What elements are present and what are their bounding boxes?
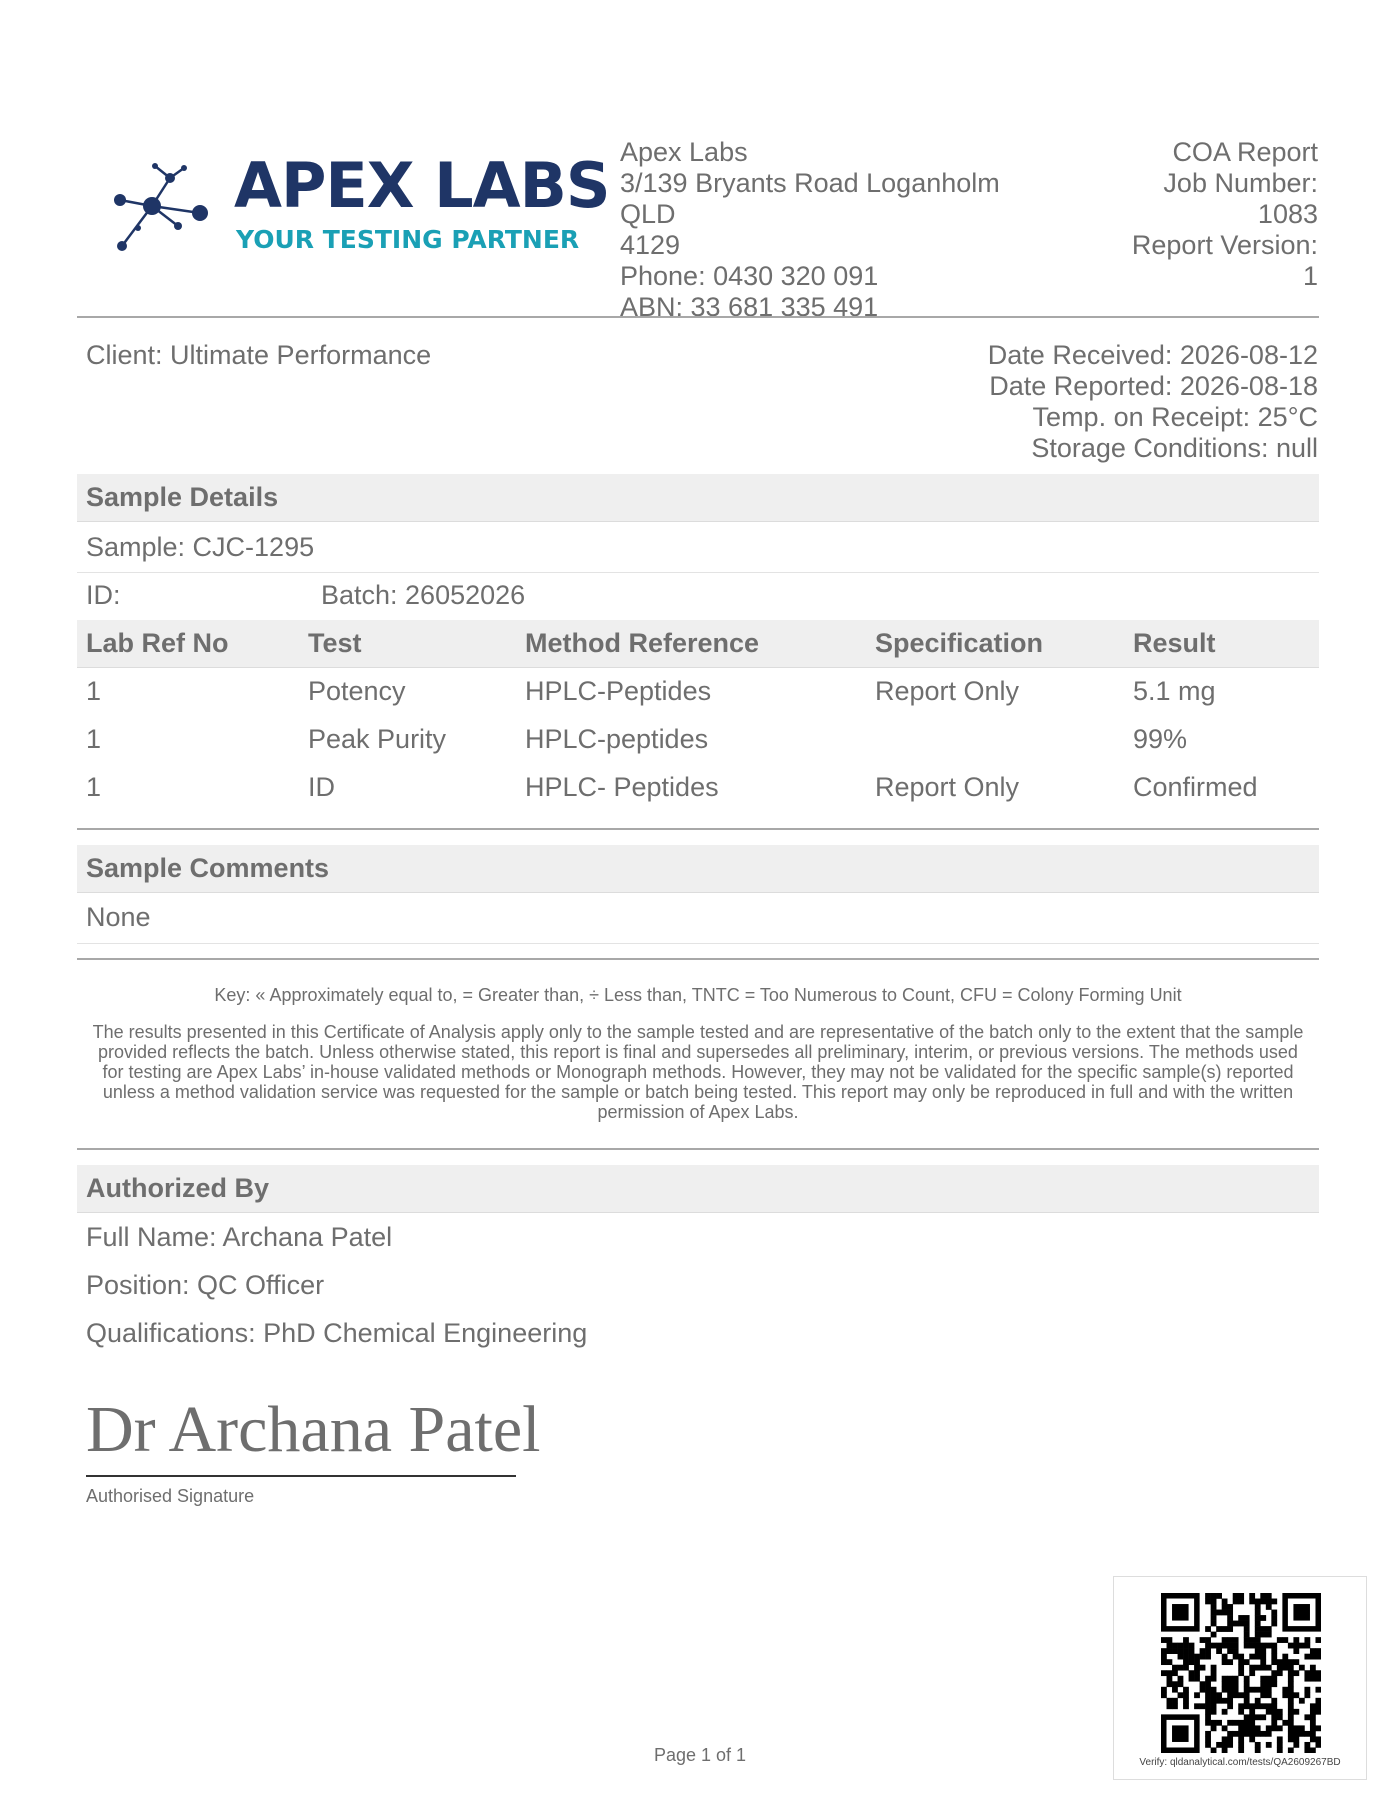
company-abn: ABN: 33 681 335 491 xyxy=(620,292,879,322)
temp-on-receipt: Temp. on Receipt: 25°C xyxy=(1032,402,1318,432)
page-number: Page 1 of 1 xyxy=(653,1745,747,1765)
signature-line xyxy=(86,1475,516,1477)
sample-details-heading: Sample Details xyxy=(77,474,1319,522)
cell-result: 5.1 mg xyxy=(1133,676,1216,706)
client-dates xyxy=(880,340,1318,464)
cell-method: HPLC- Peptides xyxy=(525,772,719,802)
report-version-label: Report Version: xyxy=(1131,230,1318,260)
table-row xyxy=(77,772,1319,812)
cell-lab-ref: 1 xyxy=(86,772,102,802)
header-result: Result xyxy=(1133,628,1216,658)
molecule-icon xyxy=(100,158,220,268)
cell-result: Confirmed xyxy=(1133,772,1258,802)
report-title: COA Report xyxy=(1172,137,1318,167)
signature-caption: Authorised Signature xyxy=(86,1486,255,1506)
sample-comments-heading: Sample Comments xyxy=(77,845,1319,893)
table-header xyxy=(77,620,1319,668)
cell-test: ID xyxy=(308,772,335,802)
disclaimer-text: The results presented in this Certificate of Analysis apply only to the sample tested and are representative of the batch only to the extent that the sample provided reflects the batch. Unless otherwise stated, this report is final and supersedes all preliminary, interim, or previous versions. The methods used for testing are Apex Labs’ in-house validated methods or Monograph methods. However, they may not be validated for the specific sample(s) reported unless a method validation service was requested for the sample or batch being tested. This report may only be reproduced in full and with the written permission of Apex Labs. xyxy=(92,1022,1304,1122)
report-version: 1 xyxy=(1302,261,1318,291)
authorizer-position: Position: QC Officer xyxy=(86,1270,325,1300)
table-row xyxy=(77,676,1319,716)
company-name: Apex Labs xyxy=(620,137,748,167)
cell-test: Peak Purity xyxy=(308,724,447,754)
client-name: Client: Ultimate Performance xyxy=(86,340,432,370)
authorizer-full-name: Full Name: Archana Patel xyxy=(86,1222,393,1252)
storage-conditions: Storage Conditions: null xyxy=(1031,433,1318,463)
header-divider xyxy=(77,316,1319,318)
key-text: Key: « Approximately equal to, = Greater than, ÷ Less than, TNTC = Too Numerous to Count, CFU = Colony Forming Unit xyxy=(214,985,1182,1005)
company-info xyxy=(620,137,1060,323)
table-divider xyxy=(77,828,1319,830)
cell-method: HPLC-peptides xyxy=(525,724,709,754)
date-received: Date Received: 2026-08-12 xyxy=(987,340,1318,370)
company-phone: Phone: 0430 320 091 xyxy=(620,261,879,291)
authorized-by-heading: Authorized By xyxy=(77,1165,1319,1213)
logo-tagline: YOUR TESTING PARTNER xyxy=(236,225,580,254)
sample-id: ID: xyxy=(86,580,121,610)
header-lab-ref: Lab Ref No xyxy=(86,628,229,658)
cell-specification: Report Only xyxy=(875,772,1020,802)
header-method: Method Reference xyxy=(525,628,760,658)
header-test: Test xyxy=(308,628,362,658)
qr-verify-box xyxy=(1113,1576,1367,1780)
comments-divider xyxy=(77,958,1319,960)
job-number: 1083 xyxy=(1257,199,1318,229)
table-row xyxy=(77,724,1319,764)
cell-test: Potency xyxy=(308,676,406,706)
report-meta xyxy=(1060,137,1318,292)
signature: Dr Archana Patel xyxy=(86,1393,541,1466)
authorizer-qualifications: Qualifications: PhD Chemical Engineering xyxy=(86,1318,588,1348)
disclaimer-divider xyxy=(77,1148,1319,1150)
sample-batch: Batch: 26052026 xyxy=(321,580,526,610)
results-table xyxy=(77,620,1319,830)
row-divider xyxy=(77,572,1319,573)
company-logo xyxy=(100,149,610,270)
sample-name: Sample: CJC-1295 xyxy=(86,532,315,562)
cell-lab-ref: 1 xyxy=(86,676,102,706)
cell-lab-ref: 1 xyxy=(86,724,102,754)
date-reported: Date Reported: 2026-08-18 xyxy=(989,371,1318,401)
company-address-line1: 3/139 Bryants Road Loganholm QLD xyxy=(620,168,1000,229)
verify-link[interactable]: Verify: qldanalytical.com/tests/QA2609267BD xyxy=(1139,1757,1341,1768)
header-specification: Specification xyxy=(875,628,1044,658)
cell-method: HPLC-Peptides xyxy=(525,676,712,706)
logo-brand-text: APEX LABS xyxy=(234,149,610,222)
company-address-line2: 4129 xyxy=(620,230,681,260)
cell-specification: Report Only xyxy=(875,676,1020,706)
cell-result: 99% xyxy=(1133,724,1188,754)
sample-comments-text: None xyxy=(86,902,151,932)
row-divider xyxy=(77,943,1319,944)
job-number-label: Job Number: xyxy=(1163,168,1318,198)
qr-code-icon xyxy=(1161,1593,1321,1753)
